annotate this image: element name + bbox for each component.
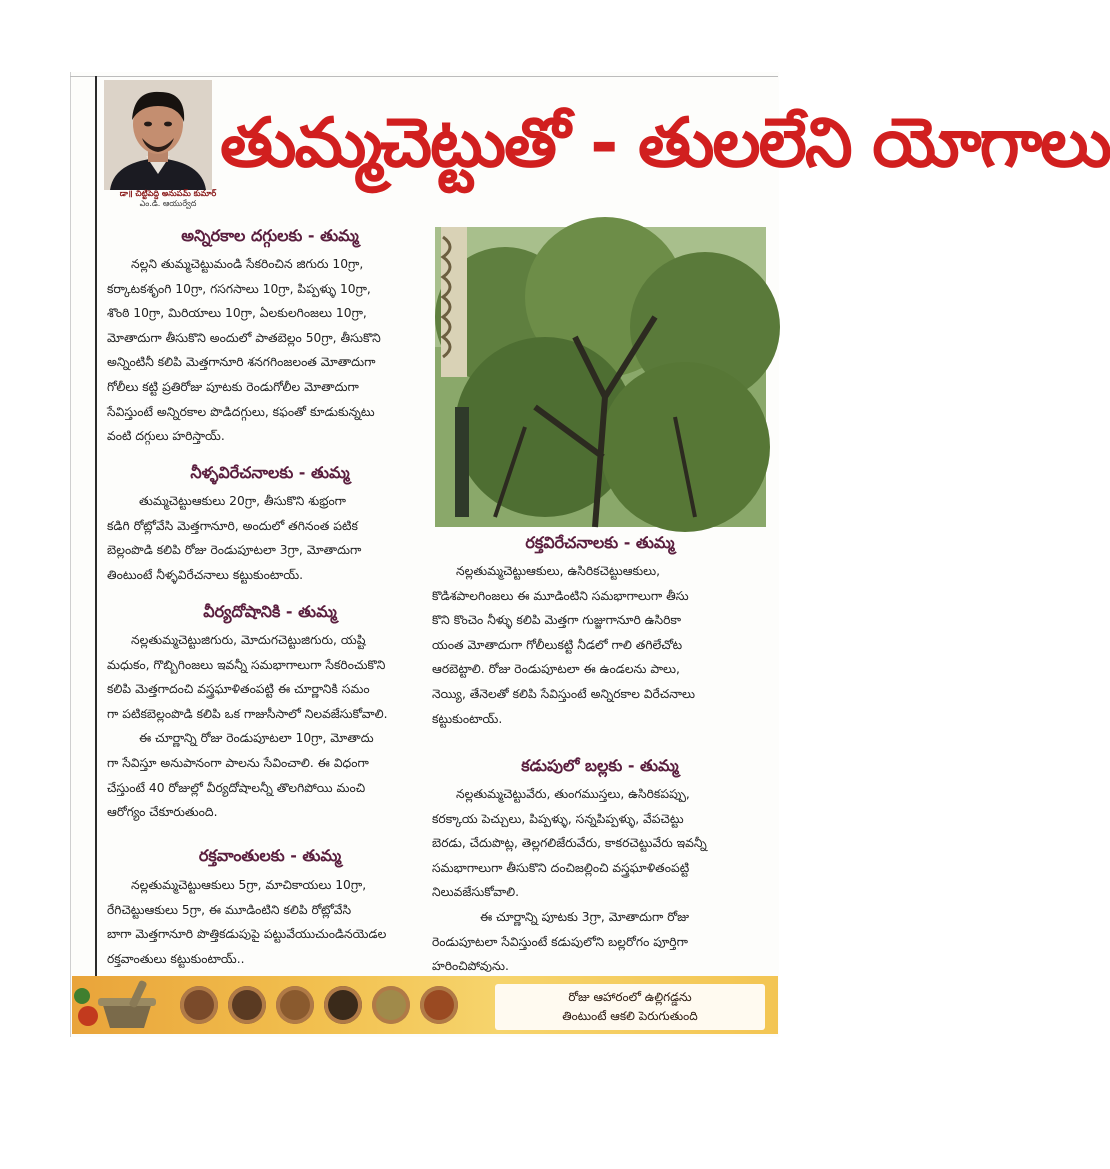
author-portrait-image [104,80,212,190]
top-rule [70,76,778,77]
spice-bowl-icon [180,986,218,1024]
para-line: ఈ చూర్ణాన్ని పూటకు 3గ్రా, మోతాదుగా రోజు [480,909,690,924]
para-line: వంటి దగ్గులు హరిస్తాయ్. [107,429,225,444]
para-line: ఆరబెట్టాలి. రోజు రెండుపూటలా ఈ ఉండలను పాలు, [432,662,680,677]
para-line: నల్లతుమ్మచెట్టుఆకులు 5గ్రా, మాచికాయలు 10గ్రా, [131,878,367,892]
para-stomach-lump [432,782,767,979]
para-line: గా సేవిస్తూ అనుపానంగా పాలను సేవించాలి. ఈ విధంగా [107,755,369,770]
heading-blood-vomiting: రక్తవాంతులకు - తుమ్మ [198,846,342,865]
left-column-rule [95,76,97,976]
spice-bowl-icon [276,986,314,1024]
para-line: నల్లతుమ్మచెట్టుఆకులు, ఉసిరికచెట్టుఆకులు, [456,564,661,578]
para-line: కట్టుకుంటాయ్. [432,711,503,726]
spice-bowl-icon [228,986,266,1024]
para-line: తుమ్మచెట్టుఆకులు 20గ్రా, తీసుకొని శుభ్రంగా [139,494,347,508]
para-coughs [107,252,425,449]
para-line: నల్లని తుమ్మచెట్టుమండి సేకరించిన జిగురు 10గ్రా, [131,257,364,271]
para-line: నిలువజేసుకోవాలి. [432,885,520,900]
para-line: కడిగి రోట్లోవేసి మెత్తగానూరి, అందులో తగినంత పటిక [107,518,358,533]
heading-diarrhea: నీళ్ళవిరేచనాలకు - తుమ్మ [190,463,350,482]
tree-photo [435,227,766,527]
banner-tip [495,988,765,1026]
para-line: ఆరోగ్యం చేకూరుతుంది. [107,805,218,820]
para-line: ఈ చూర్ణాన్ని రోజు రెండుపూటలా 10గ్రా, మోతాదు [139,731,374,746]
para-line: కరక్కాయ పెచ్చులు, పిప్పళ్ళు, సన్నపిప్పళ్ళు, వేపచెట్టు [432,811,684,826]
para-line: గోలీలు కట్టి ప్రతిరోజు పూటకు రెండుగోలీల మోతాదుగా [107,379,359,394]
para-semen-disorder [107,628,425,825]
author-name: డా॥ చిట్టిపెద్ది అనుపమ్ కుమార్ [119,189,217,198]
author-photo [104,80,212,190]
para-line: బెరడు, చేదుపొట్ల, తెల్లగలిజేరువేరు, కాకరచెట్టువేరు ఇవన్నీ [432,836,707,851]
para-line: గా పటికబెల్లంపొడి కలిపి ఒక గాజుసీసాలో నిలవజేసుకోవాలి. [107,706,388,721]
para-line: యంత మోతాదుగా గోలీలుకట్టి నీడలో గాలి తగిలేచోట [432,637,683,652]
para-line: అన్నింటినీ కలిపి మెత్తగానూరి శనగగింజలంత మోతాదుగా [107,355,376,370]
para-line: తింటుంటే నీళ్ళవిరేచనాలు కట్టుకుంటాయ్. [107,567,304,582]
para-line: శొంఠి 10గ్రా, మిరియాలు 10గ్రా, ఏలకులగింజలు 10గ్రా, [107,306,367,321]
para-diarrhea [107,489,425,587]
spice-bowl-icon [420,986,458,1024]
para-line: నల్లతుమ్మచెట్టువేరు, తుంగముస్తలు, ఉసిరికపప్పు, [456,787,690,801]
para-line: రేగిచెట్టుఆకులు 5గ్రా, ఈ మూడింటిని కలిపి రోట్లోవేసి [107,902,352,917]
para-line: కర్కాటకశృంగి 10గ్రా, గసగసాలు 10గ్రా, పిప్పళ్ళు 10గ్రా, [107,281,371,296]
heading-coughs: అన్నిరకాల దగ్గులకు - తుమ్మ [181,226,359,245]
banner-line: రోజు ఆహారంలో ఉల్లిగడ్డను [568,990,692,1004]
para-line: సమభాగాలుగా తీసుకొని దంచిజల్లించి వస్త్రఘాళితంపట్టి [432,860,690,875]
acacia-tree-image [435,227,766,527]
para-line: రెండుపూటలా సేవిస్తుంటే కడుపులోని బల్లరోగం పూర్తిగా [432,934,688,949]
para-bloody-diarrhea [432,559,767,731]
para-blood-vomiting [107,873,425,971]
heading-stomach-lump: కడుపులో బల్లకు - తుమ్మ [521,756,679,775]
spice-bowl-icon [372,986,410,1024]
para-line: నెయ్యి, తేనెలతో కలిపి సేవిస్తుంటే అన్నిరకాల విరేచనాలు [432,686,695,701]
para-line: కొని కొంచెం నీళ్ళు కలిపి మెత్తగా గుజ్జుగానూరి ఉసిరికా [432,613,682,628]
para-line: హరించిపోవును. [432,959,509,974]
para-line: చేస్తుంటే 40 రోజుల్లో వీర్యదోషాలన్నీ తొలగిపోయి మంచి [107,780,366,795]
mortar-pestle-icon [72,976,172,1034]
para-line: సేవిస్తుంటే అన్నిరకాల పొడిదగ్గులు, కఫంతో కూడుకున్నటు [107,404,375,419]
spice-bowl-icon [324,986,362,1024]
banner-line: తింటుంటే ఆకలి పెరుగుతుంది [562,1009,698,1023]
para-line: రక్తవాంతులు కట్టుకుంటాయ్.. [107,951,245,966]
page-title: తుమ్మచెట్టుతో - తులలేని యోగాలు [220,104,1110,183]
para-line: కలిపి మెత్తగాదంచి వస్త్రఘాళితంపట్టి ఈ చూర్ణానికి సమం [107,682,370,697]
heading-semen-disorder: వీర్యదోషానికి - తుమ్మ [203,602,337,621]
para-line: మధుకం, గొబ్బిగింజలు ఇవన్నీ సమభాగాలుగా సేకరించుకొని [107,657,386,672]
para-line: మోతాదుగా తీసుకొని అందులో పాతబెల్లం 50గ్రా, తీసుకొని [107,330,381,345]
heading-bloody-diarrhea: రక్తవిరేచనాలకు - తుమ్మ [525,533,675,552]
para-line: కొడిశపాలగింజలు ఈ మూడింటిని సమభాగాలుగా తీసు [432,588,689,603]
spices-banner [72,976,778,1034]
author-degree: ఎం.డి. ఆయుర్వేద [139,199,197,208]
para-line: నల్లతుమ్మచెట్టుజిగురు, మోదుగచెట్టుజిగురు, యష్టి [131,633,366,647]
para-line: బెల్లంపొడి కలిపి రోజు రెండుపూటలా 3గ్రా, మోతాదుగా [107,543,362,558]
para-line: బాగా మెత్తగానూరి పొత్తికడుపుపై పట్టువేయుచుండినయెడల [107,927,387,942]
